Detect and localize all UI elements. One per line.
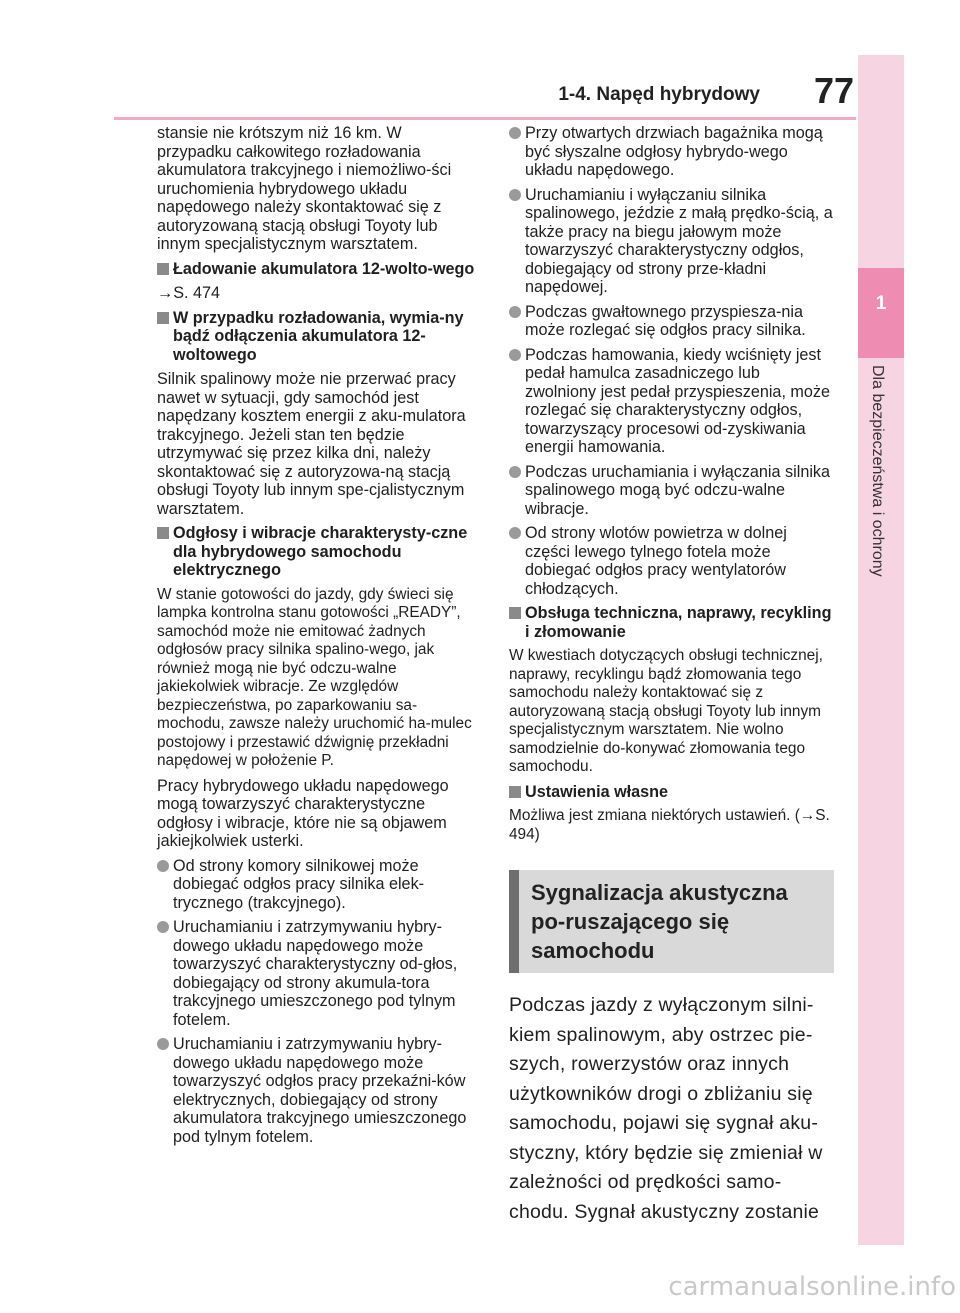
round-bullet-icon bbox=[157, 860, 169, 872]
side-chapter-number: 1 bbox=[875, 293, 887, 314]
heading-settings bbox=[509, 783, 834, 802]
round-bullet-icon bbox=[509, 189, 521, 201]
list-item-text: Uruchamianiu i zatrzymywaniu hybry-dowego układu napędowego może towarzyszyć charakterystyczny od-głos, dobiegający od strony akumula-tora trakcyjnego umieszczonego pod tylnym fotelem. bbox=[173, 918, 458, 1029]
list-item-text: Przy otwartych drzwiach bagażnika mogą być słyszalne odgłosy hybrydo-wego układu napędowego. bbox=[525, 124, 823, 179]
round-bullet-icon bbox=[509, 527, 521, 539]
list-item bbox=[509, 463, 834, 519]
page-number: 77 bbox=[813, 70, 854, 111]
heading-settings-text: Ustawienia własne bbox=[525, 782, 669, 801]
list-item-text: Uruchamianiu i wyłączaniu silnika spalinowego, jeździe z małą prędko-ścią, a także pracy na biegu jałowym może towarzyszyć charakterystyczny odgłos, dobiegający od strony prze-kładni napędowej. bbox=[525, 185, 833, 296]
heading-sounds-text: Odgłosy i wibracje charakterysty-czne dla hybrydowego samochodu elektrycznego bbox=[173, 524, 468, 579]
heading-service bbox=[509, 604, 834, 641]
round-bullet-icon bbox=[509, 466, 521, 478]
list-item bbox=[157, 857, 479, 913]
square-bullet-icon bbox=[509, 786, 521, 798]
list-item-text: Podczas gwałtownego przyspiesza-nia może rozlegać się odgłos pracy silnika. bbox=[525, 302, 806, 339]
left-column bbox=[157, 124, 479, 1152]
footer-watermark: carmanualsonline.info bbox=[668, 1272, 956, 1302]
list-item bbox=[509, 346, 834, 457]
list-item bbox=[509, 303, 834, 340]
settings-paragraph: Możliwa jest zmiana niektórych ustawień. (→S. 494) bbox=[509, 807, 830, 843]
header-divider bbox=[114, 117, 856, 120]
square-bullet-icon bbox=[157, 312, 169, 324]
intro-paragraph: stansie nie krótszym niż 16 km. W przypadku całkowitego rozładowania akumulatora trakcyjnego i niemożliwo-ści uruchomienia hybrydowego układu napędowego należy skontaktować się z autoryzowaną stacją obsługi Toyoty lub innym specjalistycznym warsztatem. bbox=[157, 124, 452, 253]
hybrid-paragraph: Pracy hybrydowego układu napędowego mogą towarzyszyć charakterystyczne odgłosy i wibracje, które nie są objawem jakiejkolwiek usterki. bbox=[157, 776, 449, 850]
discharge-paragraph: Silnik spalinowy może nie przerwać pracy nawet w sytuacji, gdy samochód jest napędzany kosztem energii z aku-mulatora trakcyjnego. Jeżeli stan ten będzie utrzymywać się przez kilka dni, należy skontaktować się z autoryzowa-ną stacją obsługi Toyoty lub innym spe-cjalistycznym warsztatem. bbox=[157, 370, 466, 518]
round-bullet-icon bbox=[509, 306, 521, 318]
round-bullet-icon bbox=[157, 921, 169, 933]
list-item-text: Podczas uruchamiania i wyłączania silnika spalinowego mogą być odczu-walne wibracje. bbox=[525, 462, 831, 518]
list-item-text: Uruchamianiu i zatrzymywaniu hybry-dowego układu napędowego może towarzyszyć odgłos pracy przekaźni-ków elektrycznych, dobiegający od strony akumulatora trakcyjnego umieszczonego pod tylnym fotelem. bbox=[173, 1035, 467, 1146]
list-item-text: Od strony wlotów powietrza w dolnej części lewego tylnego fotela może dobiegać odgłos pracy wentylatorów chłodzących. bbox=[525, 524, 787, 598]
list-item-text: Podczas hamowania, kiedy wciśnięty jest pedał hamulca zasadniczego lub zwolniony jest pedał przyspieszenia, może rozlegać się charakterystyczny odgłos, towarzyszący procesowi od-zyskiwania energii hamowania. bbox=[525, 345, 831, 456]
list-item-text: Od strony komory silnikowej może dobiegać odgłos pracy silnika elek-trycznego (trakcyjnego). bbox=[173, 856, 425, 912]
list-item bbox=[509, 186, 834, 297]
section-title-box: Sygnalizacja akustyczna po-ruszającego się samochodu bbox=[509, 870, 834, 973]
round-bullet-icon bbox=[509, 127, 521, 139]
square-bullet-icon bbox=[157, 263, 169, 275]
heading-charging-text: Ładowanie akumulatora 12-wolto-wego bbox=[173, 259, 475, 278]
heading-charging bbox=[157, 260, 479, 279]
heading-discharge-text: W przypadku rozładowania, wymia-ny bądź odłączenia akumulatora 12-woltowego bbox=[173, 308, 464, 364]
round-bullet-icon bbox=[509, 349, 521, 361]
list-item bbox=[157, 918, 479, 1029]
heading-service-text: Obsługa techniczna, naprawy, recykling i złomowanie bbox=[525, 604, 832, 641]
list-item bbox=[157, 1035, 479, 1146]
heading-sounds bbox=[157, 524, 479, 580]
list-item bbox=[509, 524, 834, 598]
right-column bbox=[509, 124, 834, 1227]
square-bullet-icon bbox=[157, 527, 169, 539]
ready-paragraph: W stanie gotowości do jazdy, gdy świeci się lampka kontrolna stanu gotowości „READY”, samochód może nie emitować żadnych odgłosów pracy silnika spalino-wego, jak również mogą nie być odczu-walne jakiekolwiek wibracje. Ze względów bezpieczeństwa, po zaparkowaniu sa-mochodu, zawsze należy uruchomić ha-mulec postojowy i przestawić dźwignię przekładni napędowej w położenie P. bbox=[157, 585, 472, 769]
round-bullet-icon bbox=[157, 1038, 169, 1050]
square-bullet-icon bbox=[509, 607, 521, 619]
page-reference: →S. 474 bbox=[157, 284, 220, 302]
section-body-text: Podczas jazdy z wyłączonym silni-kiem spalinowym, aby ostrzec pie-szych, rowerzystów oraz innych użytkowników drogi o zbliżaniu się samochodu, pojawi się sygnał aku-styczny, który będzie się zmieniał w zależności od prędkości samo-chodu. Sygnał akustyczny zostanie bbox=[509, 994, 823, 1223]
service-paragraph: W kwestiach dotyczących obsługi technicznej, naprawy, recyklingu bądź złomowania tego samochodu należy kontaktować się z autoryzowaną stacją obsługi Toyoty lub innym specjalistycznym warsztatem. Nie wolno samodzielnie do-konywać złomowania tego samochodu. bbox=[509, 647, 823, 775]
side-tab-strip bbox=[858, 55, 904, 1245]
list-item bbox=[509, 124, 834, 180]
side-chapter-label: Dla bezpieczeństwa i ochrony bbox=[869, 365, 886, 577]
heading-discharge bbox=[157, 309, 479, 365]
section-header-title: 1-4. Napęd hybrydowy bbox=[558, 84, 760, 105]
